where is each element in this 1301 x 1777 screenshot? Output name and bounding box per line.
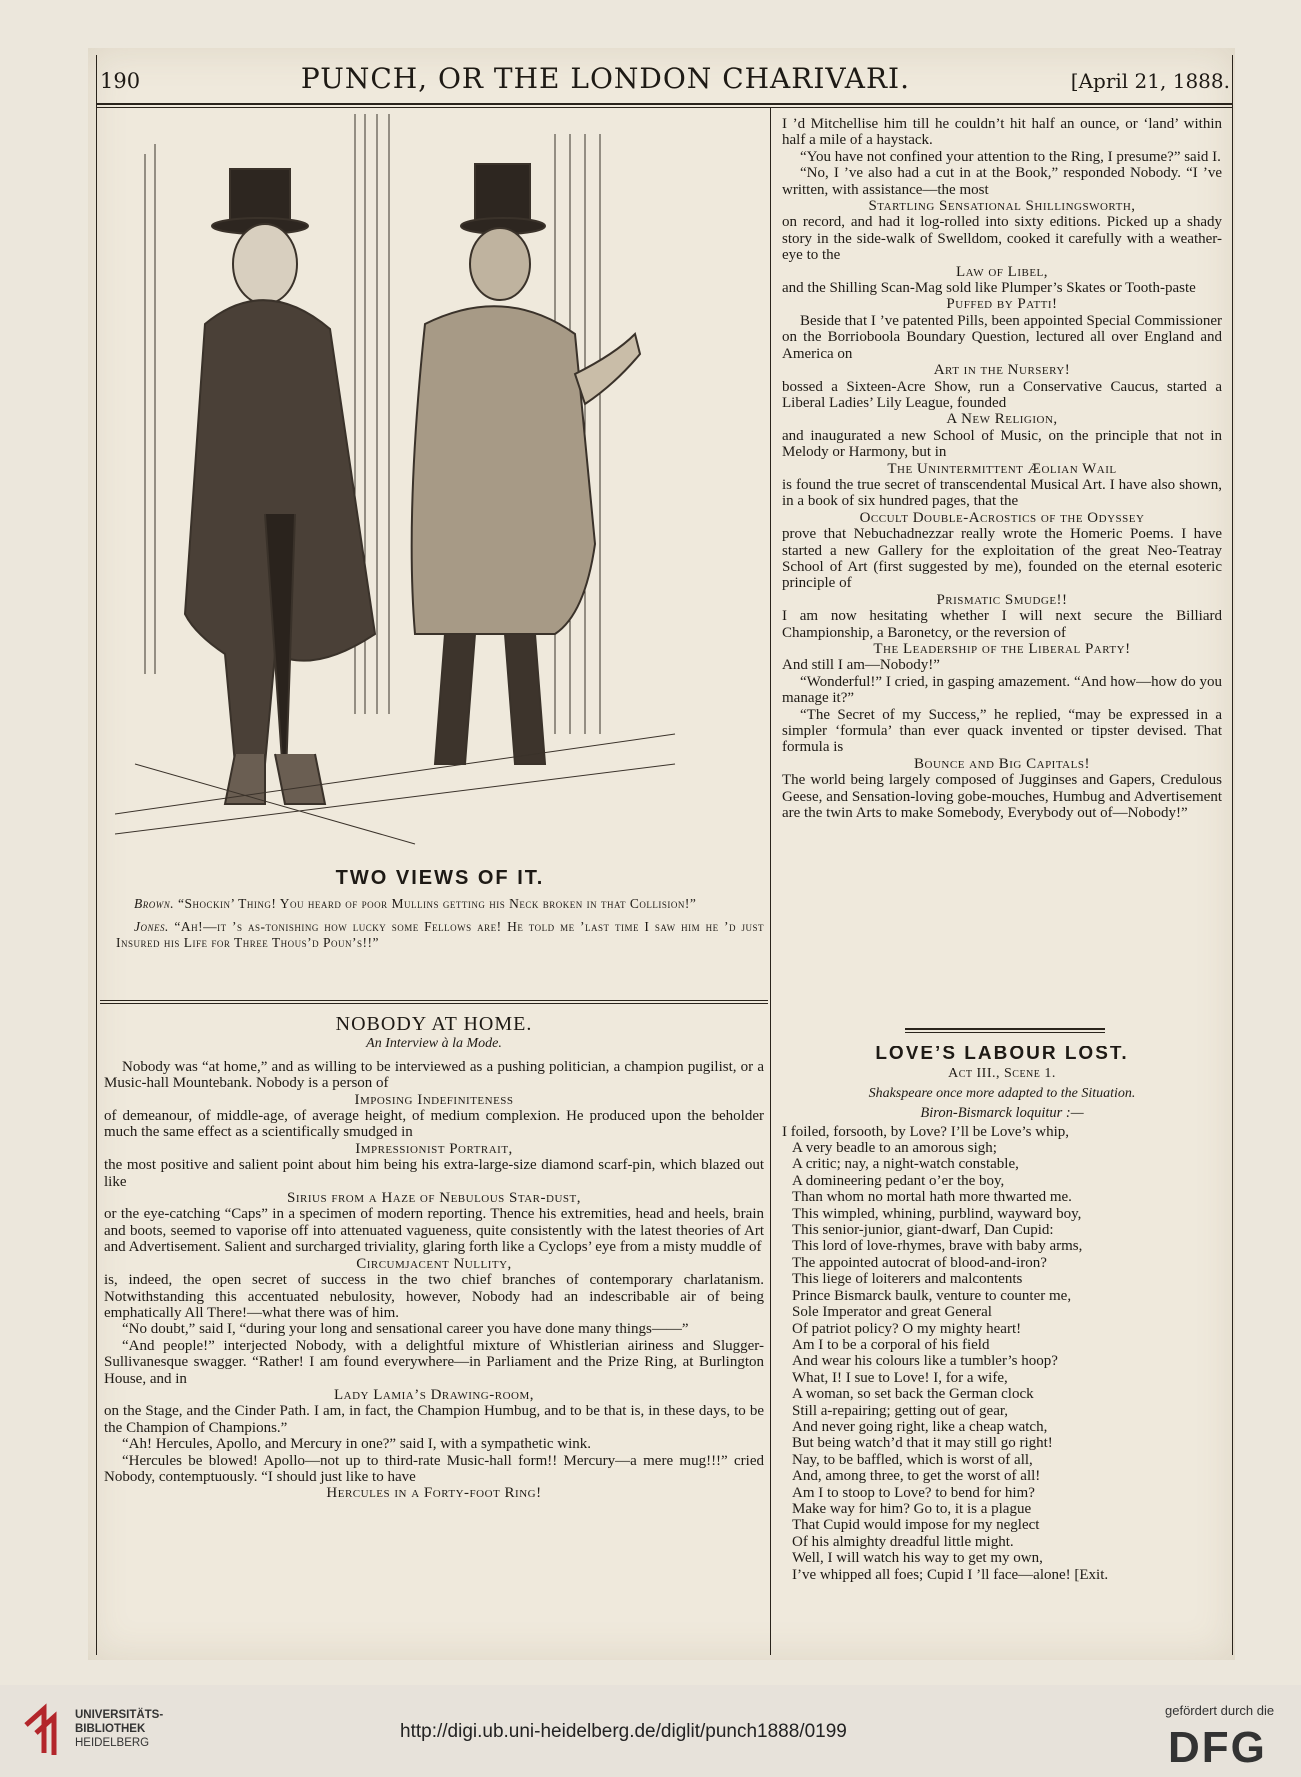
masthead-title: PUNCH, OR THE LONDON CHARIVARI. — [300, 62, 910, 95]
poem-line: Am I to stoop to Love? to bend for him? — [792, 1484, 1035, 1501]
brown-figure — [185, 169, 375, 804]
display-heading: Art in the Nursery! — [933, 362, 1071, 379]
poem-line: That Cupid would impose for my neglect — [792, 1517, 1040, 1534]
paragraph-continuation: and the Shilling Scan-Mag sold like Plumper’s Skates or Tooth-paste — [782, 280, 1196, 297]
funded-by-text: gefördert durch die — [1165, 1703, 1275, 1718]
poem-line: Make way for him? Go to, it is a plague — [792, 1500, 1032, 1517]
poem-line: What, I! I sue to Love! I, for a wife, — [792, 1369, 1008, 1386]
paragraph-continuation: I am now hesitating whether I will next secure the Billiard Championship, a Baronetcy, or the reversion of — [782, 608, 1222, 641]
article-right-column — [782, 116, 1222, 1016]
poem-line: A very beadle to an amorous sigh; — [792, 1140, 997, 1157]
paragraph: “You have not confined your attention to the Ring, I presume?” said I. — [800, 148, 1221, 165]
display-heading: Hercules in a Forty-foot Ring! — [326, 1485, 542, 1502]
jones-text: “Ah!—it ’s as-tonishing how lucky some Fellows are! He told me ’last time I saw him he ’d just Insured his Life for Three Thous’d Poun’s!!” — [116, 918, 764, 951]
poem-line: Still a-repairing; getting out of gear, — [792, 1402, 1009, 1419]
article-title: NOBODY AT HOME. — [335, 1016, 533, 1035]
paragraph-continuation: The world being largely composed of Jugginses and Gapers, Credulous Geese, and Sensation-loving gobe-mouches, Humbug and Advertisement are the twin Arts to make Somebody, Everybody out of—Nobody!” — [782, 772, 1222, 822]
poem-line: A domineering pedant o’er the boy, — [792, 1172, 1005, 1189]
paragraph: “And people!” interjected Nobody, with a delightful mixture of Whistlerian airiness and Slugger-Sullivanesque swagger. “Rather! I am found everywhere—in Parliament and the Prize Ring, at Burlington House, and in — [104, 1337, 764, 1387]
paragraph-continuation: on the Stage, and the Cinder Path. I am, in fact, the Champion Humbug, and to be that is, in these days, to be the Champion of Champions.” — [104, 1403, 764, 1436]
display-heading: Circumjacent Nullity, — [356, 1255, 512, 1272]
paragraph: “No doubt,” said I, “during your long and sensational career you have done many things——” — [122, 1321, 689, 1338]
poem-speaker: Biron-Bismarck loquitur :— — [920, 1105, 1084, 1122]
poem-line: But being watch’d that it may still go right! — [792, 1435, 1053, 1452]
poem-line: Than whom no mortal hath more thwarted me. — [792, 1189, 1072, 1206]
display-heading: Startling Sensational Shillingsworth, — [868, 198, 1136, 215]
paragraph-continuation: the most positive and salient point about him being his extra-large-size diamond scarf-pin, which blazed out like — [104, 1157, 764, 1190]
header-rule-thin — [96, 107, 1232, 108]
brown-text: “Shockin’ Thing! You heard of poor Mullins getting his Neck broken in that Collision!” — [178, 896, 697, 912]
article-subtitle: An Interview à la Mode. — [366, 1036, 502, 1052]
brown-speaker: Brown. — [134, 896, 175, 912]
poem-rule-2 — [905, 1032, 1105, 1033]
display-heading: A New Religion, — [946, 411, 1058, 428]
library-line-2: BIBLIOTHEK — [75, 1723, 146, 1735]
digitization-footer — [0, 1685, 1301, 1777]
poem-line: A critic; nay, a night-watch constable, — [792, 1156, 1019, 1173]
issue-date: [April 21, 1888. — [1070, 69, 1230, 93]
poem-line: This senior-junior, giant-dwarf, Dan Cupid: — [792, 1222, 1054, 1239]
column-divider — [770, 108, 771, 1655]
poem-line: I foiled, forsooth, by Love? I’ll be Love’s whip, — [782, 1123, 1070, 1140]
paragraph-continuation: is, indeed, the open secret of success in the two chief branches of contemporary charlatanism. Notwithstanding this accentuated nebulosity, however, Nobody had an indescribable air of being emphatically All There!—what there was of him. — [104, 1272, 764, 1321]
jones-caption — [116, 919, 764, 952]
paragraph-continuation: of demeanour, of middle-age, of average height, of medium complexion. He produced upon the beholder much the same effect as a scientifically smudged in — [104, 1108, 764, 1141]
display-heading: Law of Libel, — [955, 263, 1049, 280]
poem-line: Well, I will watch his way to get my own, — [792, 1550, 1043, 1567]
cartoon-illustration — [115, 114, 680, 864]
paragraph: “The Secret of my Success,” he replied, “may be expressed in a simpler ‘formula’ than ever quack invented or tipster devised. That formula is — [782, 706, 1222, 756]
display-heading: Occult Double-Acrostics of the Odyssey — [859, 509, 1145, 526]
jones-speaker: Jones. — [134, 918, 169, 934]
paragraph: “No, I ’ve also had a cut in at the Book,” responded Nobody. “I ’ve written, with assistance—the most — [782, 165, 1222, 198]
poem-line: This lord of love-rhymes, brave with baby arms, — [792, 1238, 1083, 1255]
library-name — [75, 1708, 163, 1750]
library-line-1: UNIVERSITÄTS- — [75, 1709, 164, 1721]
poem-section — [782, 1046, 1222, 1658]
paragraph-continuation: I ’d Mitchellise him till he couldn’t hit half an ounce, or ‘land’ within half a mile of a haystack. — [782, 116, 1222, 149]
display-heading: Sirius from a Haze of Nebulous Star-dust, — [287, 1190, 581, 1207]
article-left-column — [104, 1016, 764, 1664]
poem-line: Sole Imperator and great General — [792, 1304, 992, 1321]
article-left-body — [104, 1059, 764, 1502]
poem-lines — [782, 1124, 1222, 1583]
poem-line: Of patriot policy? O my mighty heart! — [792, 1320, 1022, 1337]
display-heading: Lady Lamia’s Drawing-room, — [333, 1386, 535, 1403]
poem-line: This wimpled, whining, purblind, wayward boy, — [792, 1205, 1082, 1222]
poem-line: I’ve whipped all foes; Cupid I ’ll face—alone! [Exit. — [792, 1566, 1109, 1583]
cartoon-caption — [116, 870, 764, 1010]
paragraph-continuation: bossed a Sixteen-Acre Show, run a Conservative Caucus, started a Liberal Ladies’ Lily League, founded — [782, 378, 1222, 411]
paragraph: Nobody was “at home,” and as willing to be interviewed as a pushing politician, a champion pugilist, or a Music-hall Mountebank. Nobody is a person of — [104, 1058, 764, 1092]
poem-line: And wear his colours like a tumbler’s hoop? — [792, 1353, 1058, 1370]
article-right-body — [782, 116, 1222, 821]
caption-rule — [100, 1000, 768, 1001]
header-rule-thick — [96, 103, 1232, 105]
display-heading: Impressionist Portrait, — [355, 1140, 513, 1157]
paragraph: “Ah! Hercules, Apollo, and Mercury in one?” said I, with a sympathetic wink. — [122, 1436, 592, 1453]
poem-line: The appointed autocrat of blood-and-iron? — [792, 1254, 1047, 1271]
poem-line: Of his almighty dreadful little might. — [792, 1533, 1014, 1550]
paragraph: “Hercules be blowed! Apollo—not up to third-rate Music-hall form!! Mercury—a mere mug!!!” cried Nobody, contemptuously. “I should just like to have — [104, 1452, 764, 1485]
poem-line: A woman, so set back the German clock — [792, 1386, 1034, 1403]
poem-line: Prince Bismarck baulk, venture to counter me, — [792, 1287, 1072, 1304]
display-heading: Bounce and Big Capitals! — [914, 755, 1090, 772]
dfg-logo: DFG — [1168, 1723, 1267, 1772]
poem-line: Nay, to be baffled, which is worst of all, — [792, 1451, 1033, 1468]
display-heading: Prismatic Smudge!! — [936, 591, 1068, 608]
jones-figure — [412, 164, 640, 764]
paragraph-continuation: and inaugurated a new School of Music, on the principle that not in Melody or Harmony, but in — [782, 427, 1222, 461]
poem-line: This liege of loiterers and malcontents — [792, 1271, 1023, 1288]
caption-rule-2 — [100, 1003, 768, 1004]
poem-rule-1 — [905, 1028, 1105, 1030]
poem-act: Act III., Scene 1. — [948, 1066, 1056, 1082]
display-heading: Puffed by Patti! — [946, 296, 1058, 313]
paragraph-continuation: And still I am—Nobody!” — [782, 657, 940, 674]
display-heading: The Unintermittent Æolian Wail — [887, 460, 1117, 477]
page-border-left — [96, 55, 97, 1655]
page-header — [100, 62, 1230, 104]
poem-subtitle: Shakspeare once more adapted to the Situation. — [868, 1085, 1136, 1101]
paragraph-continuation: prove that Nebuchadnezzar really wrote the Homeric Poems. I have started a new Gallery for the exploitation of the great Neo-Teatray School of Art (first suggested by me), founded on the eternal esoteric principle of — [782, 526, 1222, 592]
poem-line: And never going right, like a cheap watch, — [792, 1418, 1048, 1435]
display-heading: The Leadership of the Liberal Party! — [873, 641, 1131, 657]
library-logo-icon — [22, 1703, 68, 1759]
page-border-right — [1232, 55, 1233, 1655]
paragraph-continuation: or the eye-catching “Caps” in a specimen of modern reporting. Thence his extremities, head and heels, brain and boots, seemed to vaporise off into attenuated vagueness, quite consistently with the latest theories of Art and Advertisement. Salient and surcharged triviality, glaring forth like a Cyclops’ eye from a misty muddle of — [104, 1206, 764, 1256]
cartoon-title: TWO VIEWS OF IT. — [335, 870, 545, 889]
library-line-3: HEIDELBERG — [75, 1737, 150, 1749]
poem-title: LOVE’S LABOUR LOST. — [875, 1046, 1129, 1064]
poem-line: Am I to be a corporal of his field — [792, 1336, 990, 1353]
ground-lines — [115, 734, 675, 844]
source-url-link[interactable]: http://digi.ub.uni-heidelberg.de/diglit/punch1888/0199 — [400, 1721, 847, 1742]
display-heading: Imposing Indefiniteness — [354, 1091, 514, 1108]
paragraph: “Wonderful!” I cried, in gasping amazement. “And how—how do you manage it?” — [782, 673, 1222, 707]
brown-caption — [116, 896, 764, 912]
paragraph: Beside that I ’ve patented Pills, been appointed Special Commissioner on the Borrioboola Boundary Question, lectured all over England and America on — [782, 312, 1222, 362]
paragraph-continuation: on record, and had it log-rolled into sixty editions. Picked up a shady story in the side-walk of Swelldom, cooked it carefully with a weather-eye to the — [782, 214, 1222, 264]
paragraph-continuation: is found the true secret of transcendental Musical Art. I have also shown, in a book of six hundred pages, that the — [782, 476, 1222, 510]
page-number: 190 — [100, 69, 141, 93]
poem-line: And, among three, to get the worst of all! — [792, 1468, 1041, 1485]
